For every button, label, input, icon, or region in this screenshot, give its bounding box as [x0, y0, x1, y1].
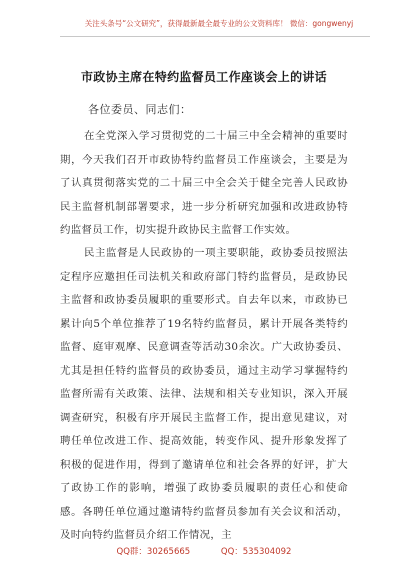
footer	[0, 545, 408, 557]
header-banner: 关注头条号“公文研究”，获得最新最全最专业的公文资料库！ 微信：gongwenyj	[84, 19, 354, 28]
paragraph-1: 在全党深入学习贯彻党的二十届三中全会精神的重要时期，今天我们召开市政协特约监督员工作座谈会，主要是为了认真贯彻落实党的二十届三中全会关于健全完善人民政协民主监督机制部署要求，进一步分析研究加强和改进政协特约监督员工作，切实提升政协民主监督工作实效。	[60, 130, 348, 236]
header-divider	[60, 36, 370, 37]
paragraph-2: 民主监督是人民政协的一项主要职能，政协委员按照法定程序应邀担任司法机关和政府部门特约监督员，是政协民主监督和政协委员履职的重要形式。自去年以来，市政协已累计向5个单位推荐了19名特约监督员，累计开展各类特约监督、庭审观摩、民意调查等活动30余次。广大政协委员、尤其是担任特约监督员的政协委员，通过主动学习掌握特约监督所需有关政策、法律、法规和相关专业知识，深入开展调查研究，积极有序开展民主监督工作，提出意见建议，对聘任单位改进工作、提高效能，转变作风、提升形象发挥了积极的促进作用，得到了邀请单位和社会各界的好评，扩大了政协工作的影响，增强了政协委员履职的责任心和使命感。各聘任单位通过邀请特约监督员参加有关会议和活动，及时向特约监督员介绍工作情况，主	[60, 247, 348, 541]
footer-qq-number: QQ：535304092	[220, 547, 292, 557]
footer-qq-group: QQ群：30265665	[116, 547, 191, 557]
document-title: 市政协主席在特约监督员工作座谈会上的讲话	[80, 70, 327, 84]
salutation: 各位委员、同志们：	[88, 103, 192, 116]
